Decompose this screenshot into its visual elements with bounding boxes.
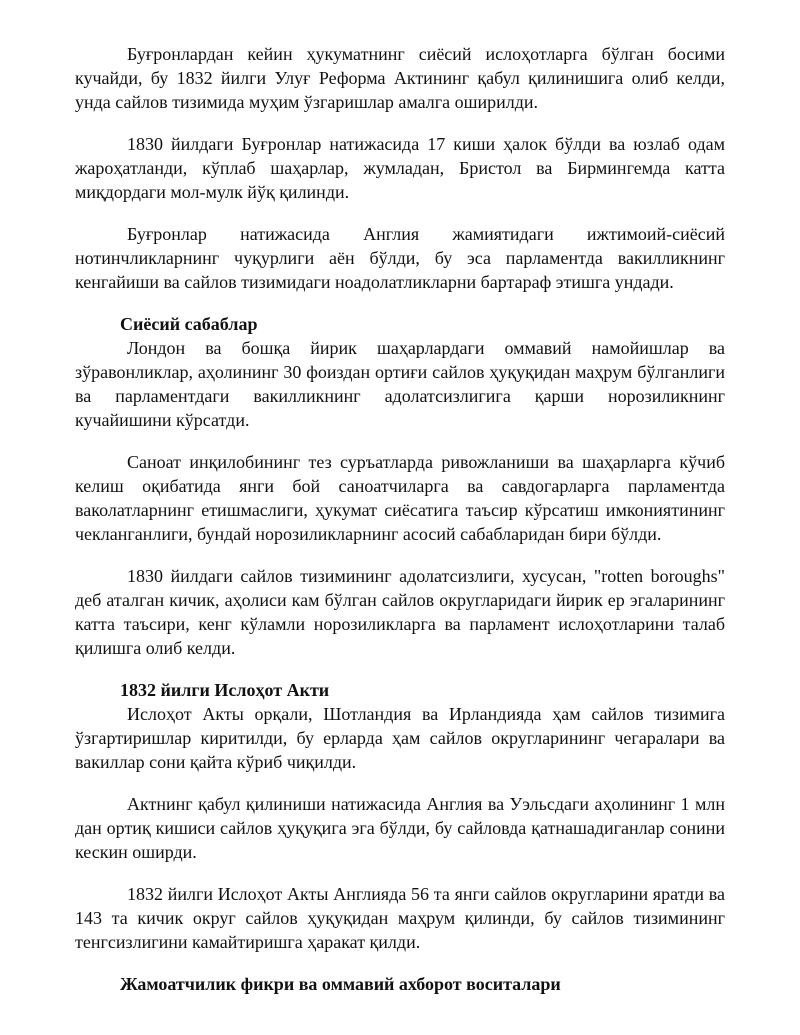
paragraph: Буғронлардан кейин ҳукуматнинг сиёсий ислоҳотларга бўлган босими кучайди, бу 1832 йилги Улуғ Реформа Актининг қабул қилинишига олиб келди, унда сайлов тизимида муҳим ўзгаришлар амалга оширилди.: [75, 44, 725, 112]
paragraph: Саноат инқилобининг тез суръатларда ривожланиши ва шаҳарларга кўчиб келиш оқибатида янги бой саноатчиларга ва савдогарларга парламентда ваколатларнинг етишмаслиги, ҳукумат сиёсатига таъсир кўрсатиш имкониятининг чекланганлиги, бундай норозиликларнинг асосий сабабларидан бири бўлди.: [75, 452, 725, 544]
section-heading: 1832 йилги Ислоҳот Акти: [120, 680, 330, 700]
paragraph: Лондон ва бошқа йирик шаҳарлардаги оммавий намойишлар ва зўравонликлар, аҳолининг 30 фоиздан ортиғи сайлов ҳуқуқидан маҳрум бўлганлиги ва парламентдаги вакилликнинг адолатсизлигига қарши норозиликнинг кучайишини кўрсатди.: [75, 338, 725, 430]
paragraph: 1830 йилдаги Буғронлар натижасида 17 киши ҳалок бўлди ва юзлаб одам жароҳатланди, кўплаб шаҳарлар, жумладан, Бристол ва Бирмингемда катта миқдордаги мол-мулк йўқ қилинди.: [75, 134, 725, 202]
paragraph: Актнинг қабул қилиниши натижасида Англия ва Уэльсдаги аҳолининг 1 млн дан ортиқ кишиси сайлов ҳуқуқига эга бўлди, бу сайловда қатнашадиганлар сонини кескин оширди.: [75, 794, 725, 862]
section-heading: Сиёсий сабаблар: [120, 314, 258, 334]
paragraph: 1830 йилдаги сайлов тизимининг адолатсизлиги, хусусан, "rotten boroughs" деб аталган кичик, аҳолиси кам бўлган сайлов округларидаги йирик ер эгаларининг катта таъсири, кенг кўламли норозиликларга ва парламент ислоҳотларини талаб қилишга олиб келди.: [75, 566, 725, 658]
paragraph: Ислоҳот Акты орқали, Шотландия ва Ирландияда ҳам сайлов тизимига ўзгартиришлар киритилди, бу ерларда ҳам сайлов округларининг чегаралари ва вакиллар сони қайта кўриб чиқилди.: [75, 704, 725, 772]
document-page: [75, 42, 725, 996]
section-heading: Жамоатчилик фикри ва оммавий ахборот воситалари: [120, 974, 561, 994]
paragraph: 1832 йилги Ислоҳот Акты Англияда 56 та янги сайлов округларини яратди ва 143 та кичик округ сайлов ҳуқуқидан маҳрум қилинди, бу сайлов тизимининг тенгсизлигини камайтиришга ҳаракат қилди.: [75, 884, 725, 952]
paragraph: Буғронлар натижасида Англия жамиятидаги ижтимоий-сиёсий нотинчликларнинг чуқурлиги аён бўлди, бу эса парламентда вакилликнинг кенгайиши ва сайлов тизимидаги ноадолатликларни бартараф этишга ундади.: [75, 224, 725, 292]
